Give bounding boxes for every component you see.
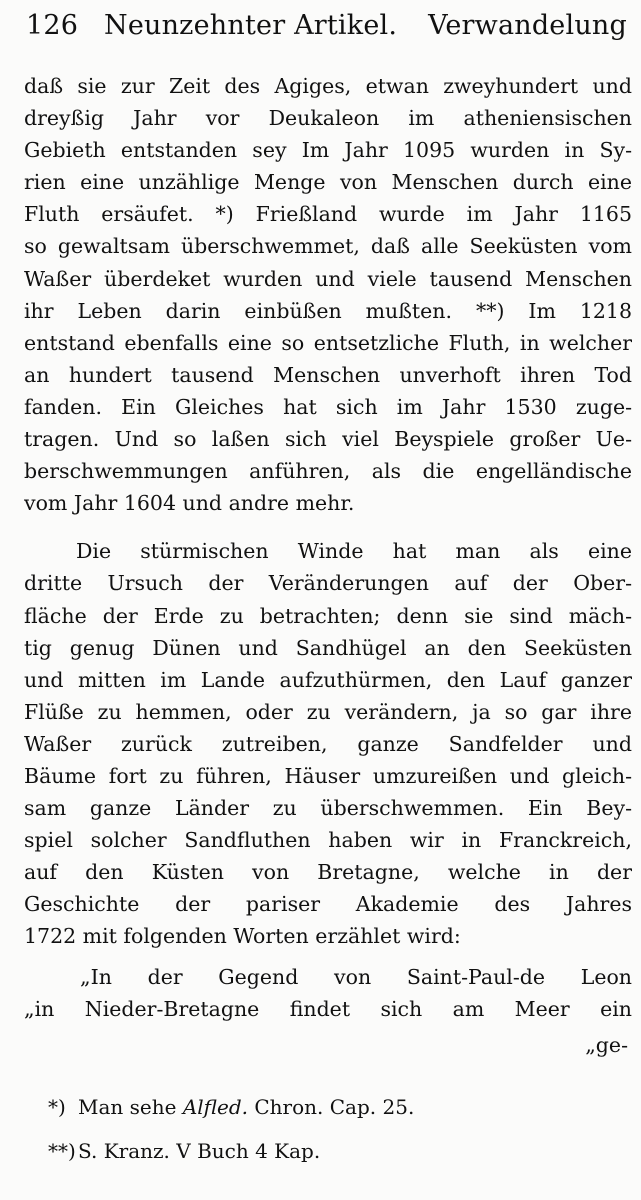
text-line: dreyßig Jahr vor Deukaleon im atheniensischen [24,106,632,131]
header-catchword: Verwandelung [428,10,627,41]
text-line: 1722 mit folgenden Worten erzählet wird: [24,924,461,949]
text-line: tig genug Dünen und Sandhügel an den Seeküsten [24,635,632,660]
text-line: dritte Ursuch der Veränderungen auf der Ober- [24,571,632,596]
text-line: rien eine unzählige Menge von Menschen durch eine [24,170,632,195]
text-line: entstand ebenfalls eine so entsetzliche Fluth, in welcher [24,330,632,355]
text-line: fanden. Ein Gleiches hat sich im Jahr 1530 zuge- [24,394,632,419]
footnote-text: Man sehe [78,1095,183,1119]
running-title: Neunzehnter Artikel. [104,10,398,41]
paragraph-1 [24,70,632,519]
footnote-text: Chron. Cap. 25. [248,1095,415,1119]
text-line: fläche der Erde zu betrachten; denn sie sind mäch- [24,603,632,628]
paragraph-2 [24,535,632,952]
text-line: sam ganze Länder zu überschwemmen. Ein Bey- [24,796,632,821]
footnote-mark: **) [48,1139,76,1163]
footnotes [48,1085,608,1173]
text-line: daß sie zur Zeit des Agiges, etwan zweyhundert und [24,74,632,98]
text-line: Gebieth entstanden sey Im Jahr 1095 wurden in Sy- [24,138,632,163]
text-line: vom Jahr 1604 und andre mehr. [24,491,355,516]
footnote [48,1129,608,1173]
text-line: und mitten im Lande aufzuthürmen, den Lauf ganzer [24,667,632,692]
text-line: Waßer zurück zutreiben, ganze Sandfelder und [24,731,632,756]
text-line: tragen. Und so laßen sich viel Beyspiele großer Ue- [24,427,632,452]
text-line: Geschichte der pariser Akademie des Jahres [24,892,632,917]
text-line: Fluth ersäufet. *) Frießland wurde im Jahr 1165 [24,202,632,227]
text-line: ihr Leben darin einbüßen mußten. **) Im 1218 [24,298,632,323]
quote-line: „In der Gegend von Saint-Paul-de Leon [80,964,632,989]
paragraph-gap [24,953,632,961]
footnote-italic: Alfled. [182,1095,249,1119]
text-line: Waßer überdeket wurden und viele tausend Menschen [24,266,632,291]
quotation [24,961,632,1025]
page-body [24,70,632,1065]
text-line: an hundert tausend Menschen unverhoft ihren Tod [24,362,632,387]
footnote [48,1085,608,1129]
page-number: 126 [26,10,79,41]
paragraph-gap [24,519,632,535]
text-line: Die stürmischen Winde hat man als eine [76,539,632,564]
text-line: spiel solcher Sandfluthen haben wir in Franckreich, [24,828,632,853]
text-line: auf den Küsten von Bretagne, welche in der [24,860,632,885]
footnote-text: S. Kranz. V Buch 4 Kap. [78,1139,321,1163]
text-line: Flüße zu hemmen, oder zu verändern, ja so gar ihre [24,699,632,724]
text-line: so gewaltsam überschwemmet, daß alle Seeküsten vom [24,234,632,259]
text-line: Bäume fort zu führen, Häuser umzureißen und gleich- [24,763,632,788]
text-line: berschwemmungen anführen, als die engelländische [24,459,632,484]
quote-line: „in Nieder-Bretagne findet sich am Meer ein [24,996,632,1021]
page-catchword: „ge- [585,1032,628,1057]
running-header [26,10,627,50]
footnote-mark: *) [48,1095,66,1119]
